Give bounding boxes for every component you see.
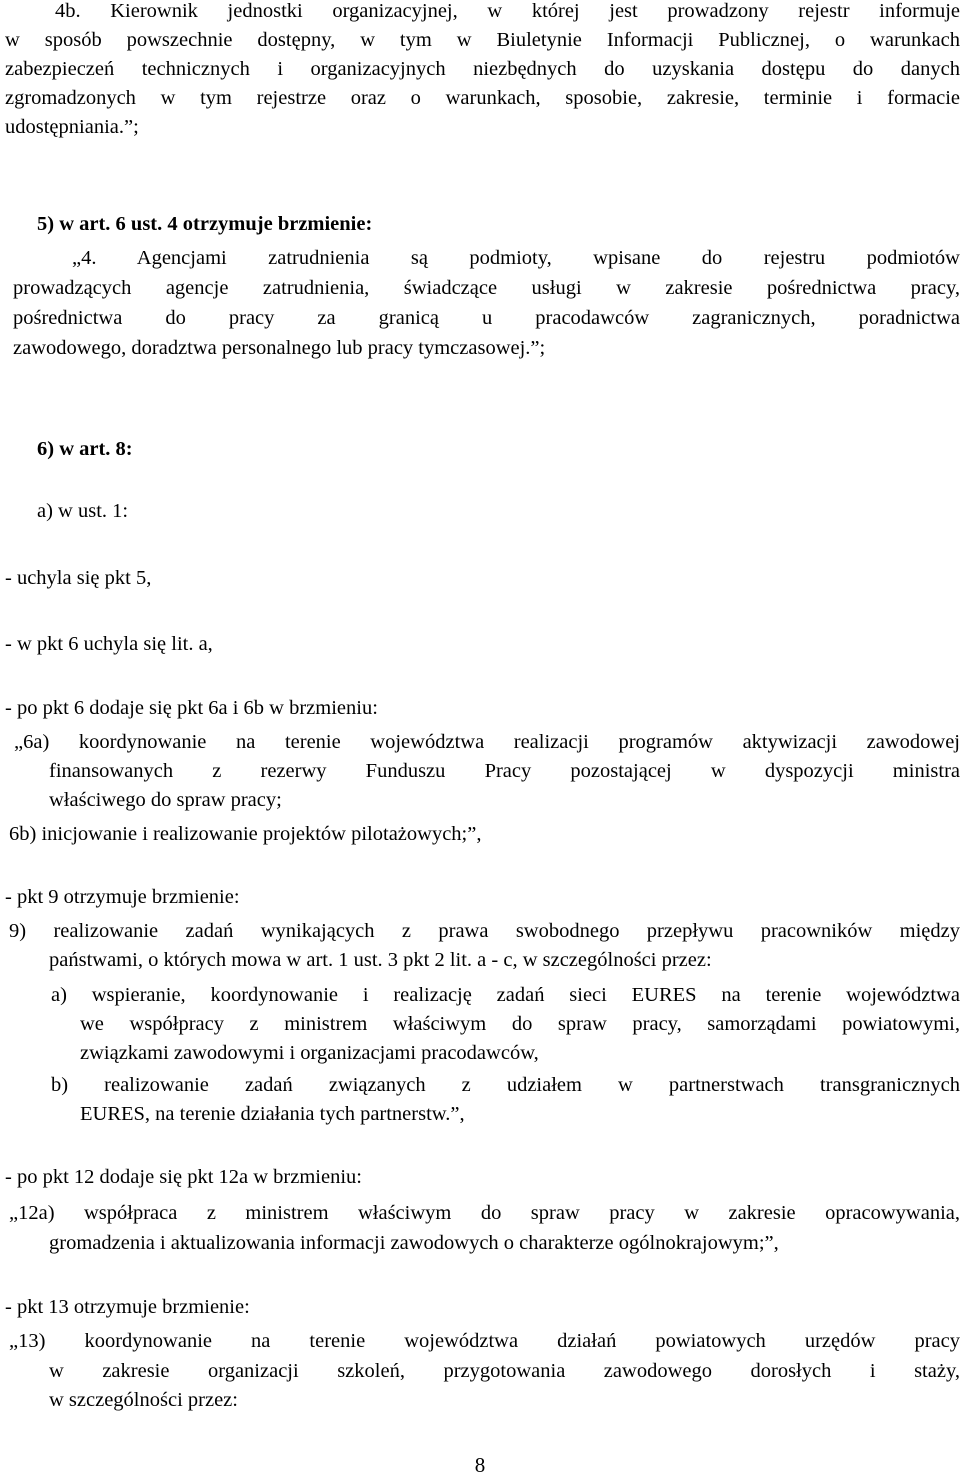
point-9b-line-2: EURES, na terenie działania tych partnerstw.”,	[80, 1103, 465, 1125]
point-6a-line-1: „6a) koordynowanie na terenie województwa realizacji programów aktywizacji zawodowej	[14, 731, 960, 753]
page-number: 8	[474, 1453, 486, 1477]
item-6-heading: 6) w art. 8:	[37, 438, 133, 460]
point-12a-line-1: „12a) współpraca z ministrem właściwym do spraw pracy w zakresie opracowywania,	[9, 1202, 960, 1224]
point-13-line-3: w szczególności przez:	[49, 1389, 238, 1411]
dash-item-1: - uchyla się pkt 5,	[5, 567, 152, 589]
item-5-line-4: zawodowego, doradztwa personalnego lub pracy tymczasowej.”;	[13, 337, 546, 359]
para-4b-line-4: zgromadzonych w tym rejestrze oraz o warunkach, sposobie, zakresie, terminie i formacie	[5, 87, 960, 109]
point-9a-line-3: związkami zawodowymi i organizacjami pracodawców,	[80, 1042, 539, 1064]
point-6a-line-2: finansowanych z rezerwy Funduszu Pracy pozostającej w dyspozycji ministra	[49, 760, 960, 782]
item-6-sub-a: a) w ust. 1:	[37, 500, 129, 522]
para-4b-line-3: zabezpieczeń technicznych i organizacyjnych niezbędnych do uzyskania dostępu do danych	[5, 58, 960, 80]
dash-item-6: - pkt 13 otrzymuje brzmienie:	[5, 1296, 250, 1318]
point-9a-line-2: we współpracy z ministrem właściwym do spraw pracy, samorządami powiatowymi,	[80, 1013, 960, 1035]
point-6a-line-3: właściwego do spraw pracy;	[49, 789, 282, 811]
item-5-line-1: „4. Agencjami zatrudnienia są podmioty, wpisane do rejestru podmiotów	[72, 247, 960, 269]
item-5-line-3: pośrednictwa do pracy za granicą u pracodawców zagranicznych, poradnictwa	[13, 307, 960, 329]
point-9-line-1: 9) realizowanie zadań wynikających z prawa swobodnego przepływu pracowników między	[9, 920, 960, 942]
point-9b-line-1: b) realizowanie zadań związanych z udziałem w partnerstwach transgranicznych	[51, 1074, 960, 1096]
item-5-line-2: prowadzących agencje zatrudnienia, świadczące usługi w zakresie pośrednictwa pracy,	[13, 277, 960, 299]
item-5-heading: 5) w art. 6 ust. 4 otrzymuje brzmienie:	[37, 213, 373, 235]
dash-item-2: - w pkt 6 uchyla się lit. a,	[5, 633, 213, 655]
dash-item-5: - po pkt 12 dodaje się pkt 12a w brzmieniu:	[5, 1166, 362, 1188]
para-4b-line-1: 4b. Kierownik jednostki organizacyjnej, w której jest prowadzony rejestr informuje	[55, 0, 960, 22]
point-9a-line-1: a) wspieranie, koordynowanie i realizację zadań sieci EURES na terenie województwa	[51, 984, 960, 1006]
point-13-line-2: w zakresie organizacji szkoleń, przygotowania zawodowego dorosłych i staży,	[49, 1360, 960, 1382]
para-4b-line-2: w sposób powszechnie dostępny, w tym w Biuletynie Informacji Publicznej, o warunkach	[5, 29, 960, 51]
point-6b: 6b) inicjowanie i realizowanie projektów pilotażowych;”,	[9, 823, 482, 845]
para-4b-line-5: udostępniania.”;	[5, 116, 139, 138]
point-9-line-2: państwami, o których mowa w art. 1 ust. 3 pkt 2 lit. a - c, w szczególności przez:	[49, 949, 712, 971]
point-13-line-1: „13) koordynowanie na terenie województwa działań powiatowych urzędów pracy	[9, 1330, 960, 1352]
dash-item-3: - po pkt 6 dodaje się pkt 6a i 6b w brzmieniu:	[5, 697, 378, 719]
dash-item-4: - pkt 9 otrzymuje brzmienie:	[5, 886, 240, 908]
point-12a-line-2: gromadzenia i aktualizowania informacji zawodowych o charakterze ogólnokrajowym;”,	[49, 1232, 779, 1254]
